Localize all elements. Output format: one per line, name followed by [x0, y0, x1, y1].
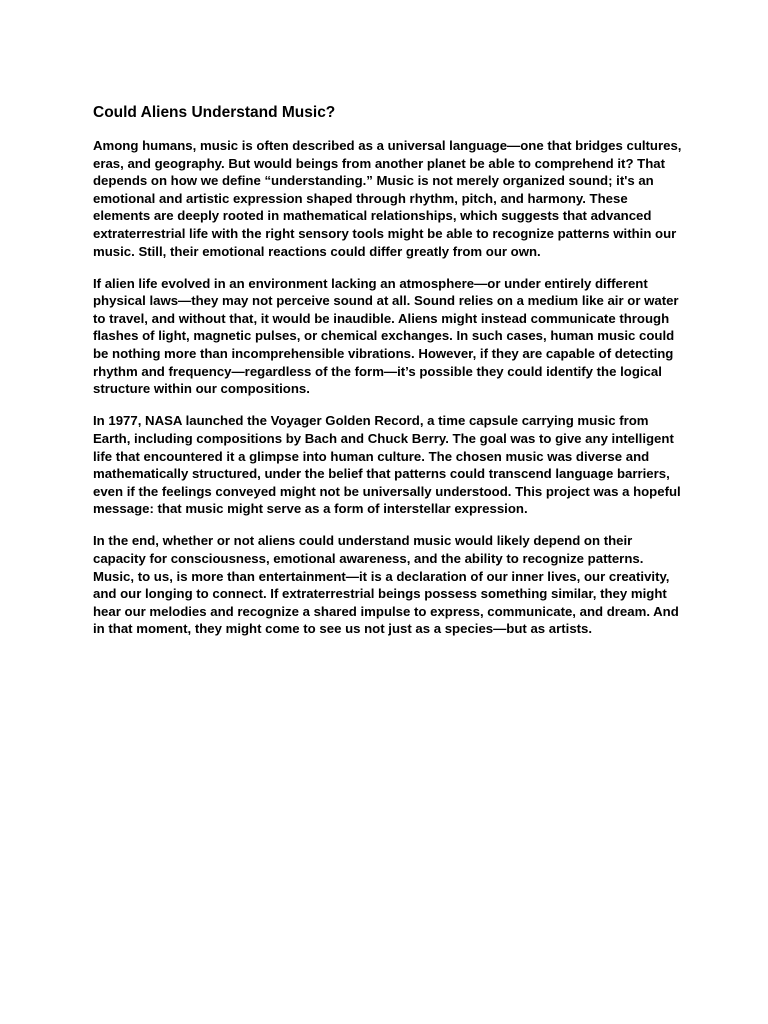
paragraph-2: If alien life evolved in an environment lacking an atmosphere—or under entirely different physical laws—they may not perceive sound at all. Sound relies on a medium like air or water to travel, and without that, it would be inaudible. Aliens might instead communicate through flashes of light, magnetic pulses, or chemical exchanges. In such cases, human music could be nothing more than incomprehensible vibrations. However, if they are capable of detecting rhythm and frequency—regardless of the form—it’s possible they could identify the logical structure within our compositions.	[93, 275, 679, 397]
document-page	[93, 103, 683, 652]
paragraph-4: In the end, whether or not aliens could understand music would likely depend on their capacity for consciousness, emotional awareness, and the ability to recognize patterns. Music, to us, is more than entertainment—it is a declaration of our inner lives, our creativity, and our longing to connect. If extraterrestrial beings possess something similar, they might hear our melodies and recognize a shared impulse to express, communicate, and dream. And in that moment, they might come to see us not just as a species—but as artists.	[93, 533, 679, 637]
paragraph-1: Among humans, music is often described as a universal language—one that bridges cultures, eras, and geography. But would beings from another planet be able to comprehend it? That depends on how we define “understanding.” Music is not merely organized sound; it's an emotional and artistic expression shaped through rhythm, pitch, and harmony. These elements are deeply rooted in mathematical relationships, which suggests that advanced extraterrestrial life with the right sensory tools might be able to recognize patterns within our music. Still, their emotional reactions could differ greatly from our own.	[93, 138, 682, 259]
paragraph-3: In 1977, NASA launched the Voyager Golden Record, a time capsule carrying music from Earth, including compositions by Bach and Chuck Berry. The goal was to give any intelligent life that encountered it a glimpse into human culture. The chosen music was diverse and mathematically structured, under the belief that patterns could transcend language barriers, even if the feelings conveyed might not be universally understood. This project was a hopeful message: that music might serve as a form of interstellar expression.	[93, 413, 681, 517]
document-title: Could Aliens Understand Music?	[93, 104, 336, 121]
